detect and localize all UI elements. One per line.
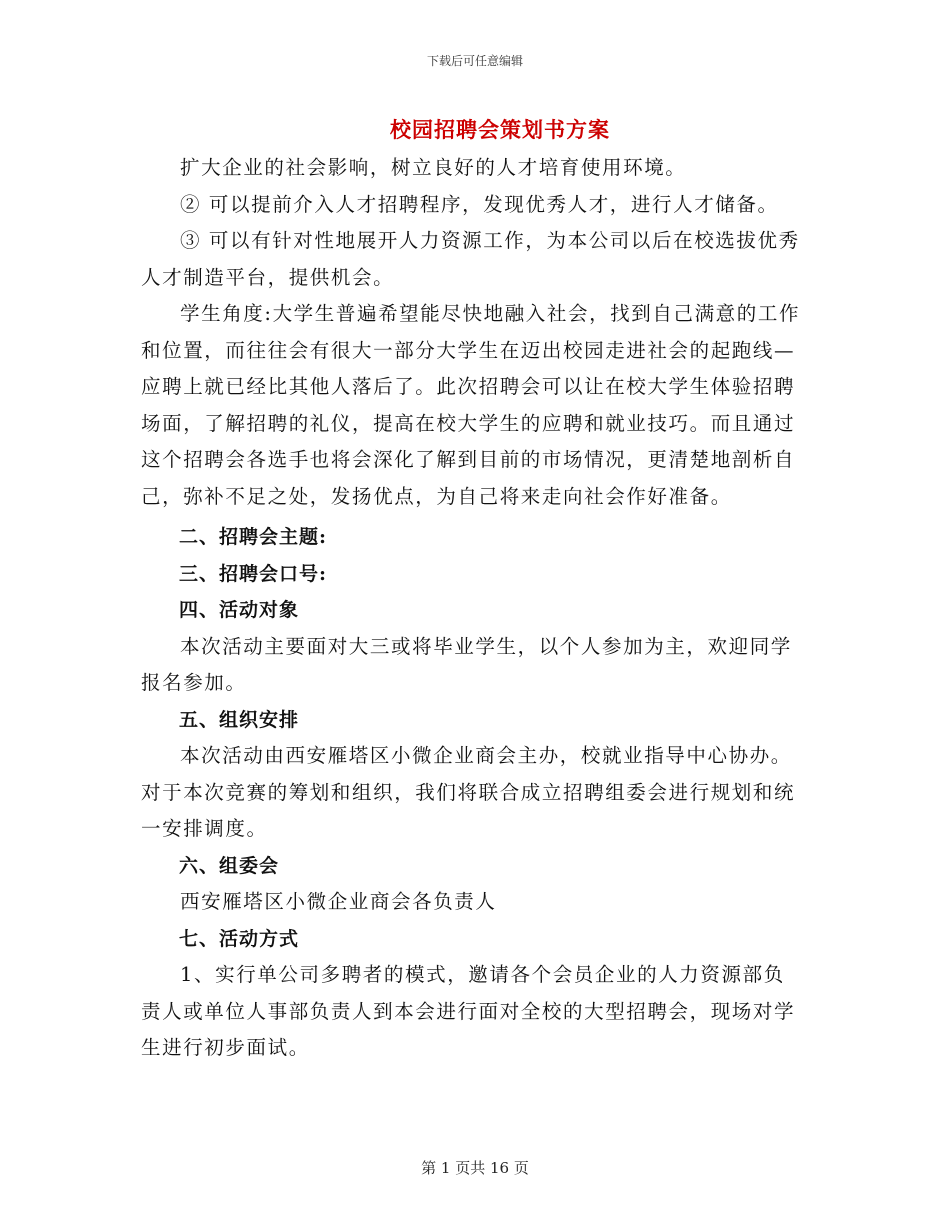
- heading-method: 七、活动方式: [179, 927, 300, 950]
- heading-theme: 二、招聘会主题:: [179, 526, 328, 548]
- paragraph-organization: 本次活动由西安雁塔区小微企业商会主办，校就业指导中心协办。对于本次竞赛的筹划和组织，我们将联合成立招聘组委会进行规划和统一安排调度。: [141, 744, 796, 840]
- paragraph-audience: 本次活动主要面对大三或将毕业学生，以个人参加为主，欢迎同学报名参加。: [141, 634, 792, 694]
- heading-audience: 四、活动对象: [179, 599, 300, 621]
- page-header-note: 下载后可任意编辑: [426, 54, 523, 68]
- paragraph-impact: 扩大企业的社会影响，树立良好的人才培育使用环境。: [180, 156, 687, 179]
- page-number-footer: 第 1 页共 16 页: [421, 1159, 529, 1177]
- document-body: [141, 150, 801, 1067]
- document-title: 校园招聘会策划书方案: [390, 117, 610, 142]
- heading-committee: 六、组委会: [179, 854, 280, 877]
- paragraph-point-2: ② 可以提前介入人才招聘程序，发现优秀人才，进行人才储备。: [180, 192, 779, 216]
- paragraph-student-perspective: 学生角度:大学生普遍希望能尽快地融入社会，找到自己满意的工作和位置，而往往会有很大一部分大学生在迈出校园走进社会的起跑线—应聘上就已经比其他人落后了。此次招聘会可以让在校大学生体验招聘场面，了解招聘的礼仪，提高在校大学生的应聘和就业技巧。而且通过这个招聘会各选手也将会深化了解到目前的市场情况，更清楚地剖析自己，弥补不足之处，发扬优点，为自己将来走向社会作好准备。: [141, 302, 801, 508]
- heading-slogan: 三、招聘会口号:: [179, 562, 328, 585]
- paragraph-point-3: ③ 可以有针对性地展开人力资源工作，为本公司以后在校选拔优秀人才制造平台，提供机会。: [141, 229, 800, 289]
- paragraph-committee: 西安雁塔区小微企业商会各负责人: [180, 890, 497, 913]
- paragraph-method-1: 1、实行单公司多聘者的模式，邀请各个会员企业的人力资源部负责人或单位人事部负责人到本会进行面对全校的大型招聘会，现场对学生进行初步面试。: [141, 963, 796, 1059]
- heading-organization: 五、组织安排: [179, 708, 300, 731]
